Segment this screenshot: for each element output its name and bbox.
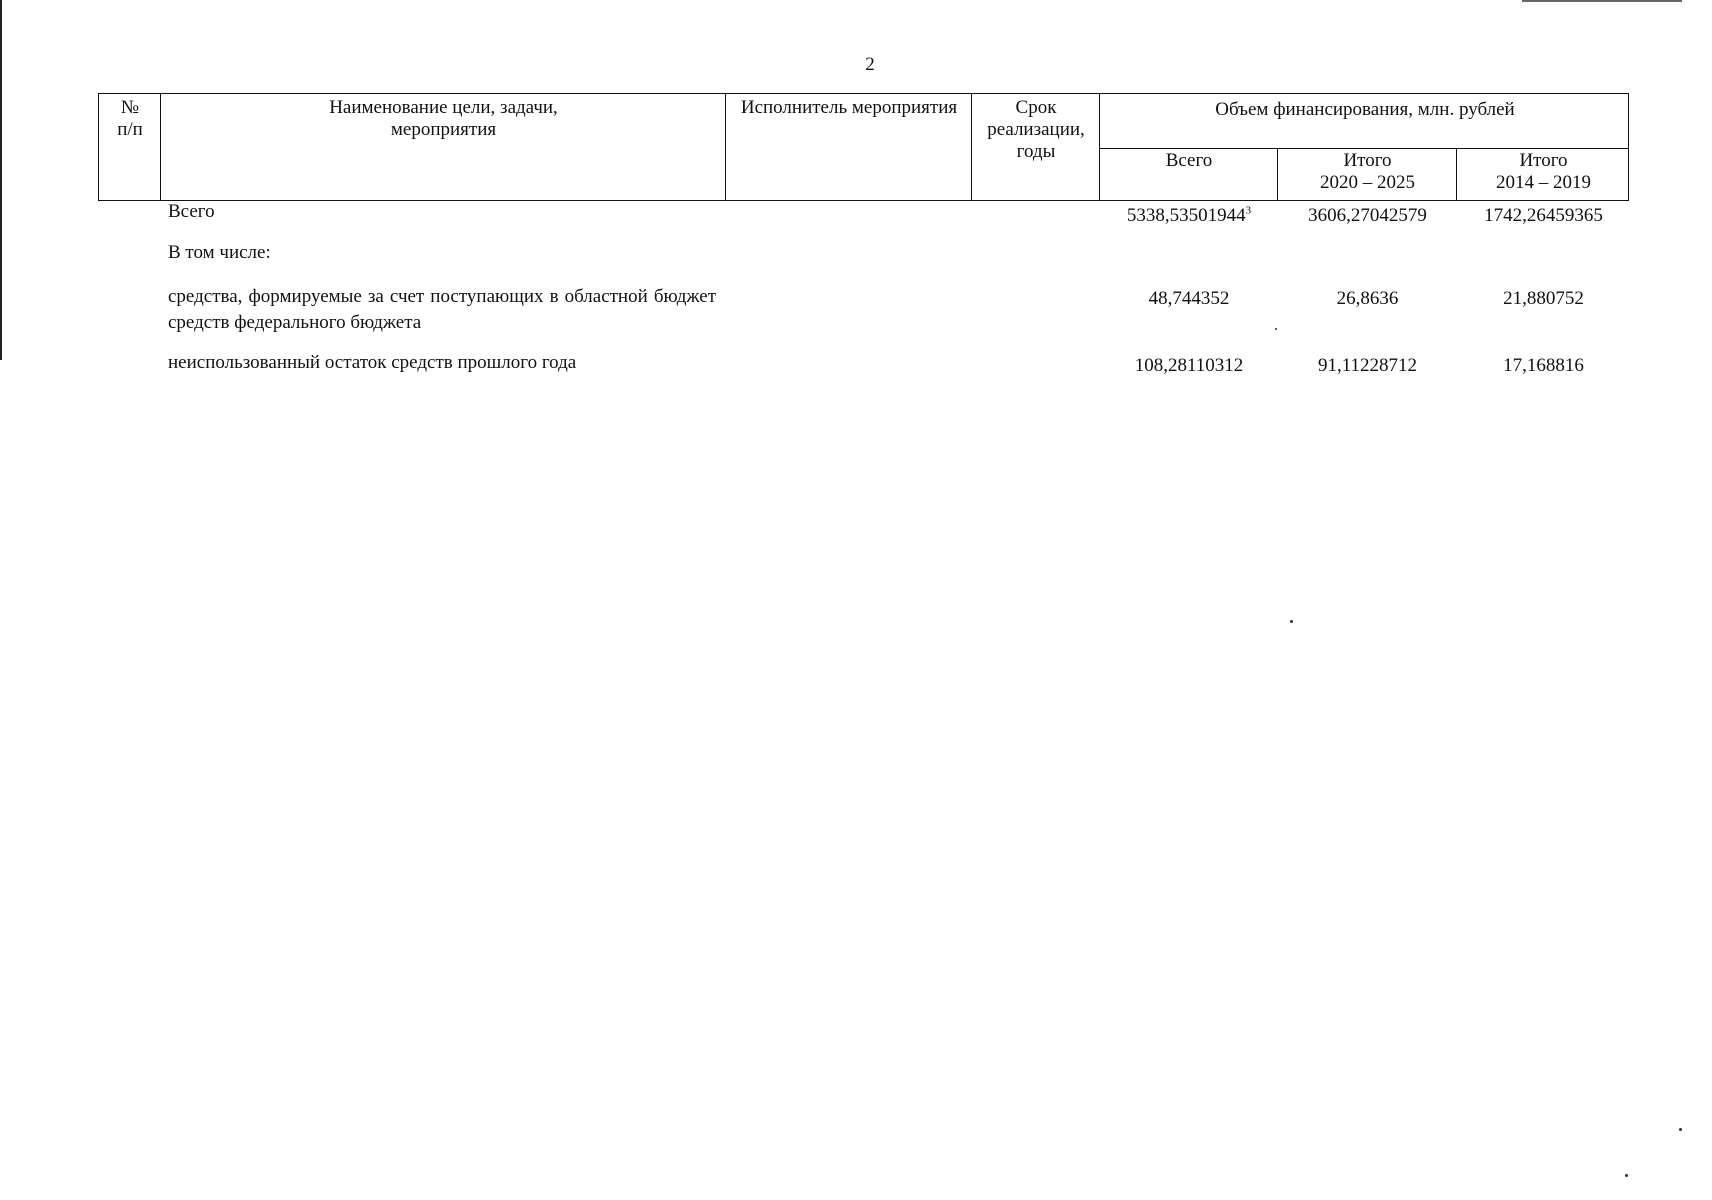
footnote-marker: 3 (1245, 204, 1252, 217)
header-total: Всего (1165, 150, 1213, 171)
header-total-2020-2025: Итого 2020 – 2025 (1320, 150, 1415, 193)
row-unused-2014-2019: 17,168816 (1503, 355, 1584, 376)
page-number: 2 (865, 54, 875, 75)
header-total-2014-2019: Итого 2014 – 2019 (1496, 150, 1591, 193)
header-divider (725, 93, 726, 201)
header-divider (1099, 93, 1100, 201)
row-federal-2020-2025: 26,8636 (1336, 288, 1399, 309)
scan-speck (1290, 620, 1293, 623)
header-no: № п/п (117, 97, 143, 140)
header-divider (971, 93, 972, 201)
row-label-unused-balance: неиспользованный остаток средств прошлого года (168, 352, 577, 373)
row-unused-total: 108,28110312 (1134, 355, 1244, 376)
row-total-value: 5338,53501944$^3$ (1126, 204, 1252, 226)
row-label-federal-funds: средства, формируемые за счет поступающих в областной бюджет средств федерального бюджета (168, 286, 716, 333)
scan-speck (1679, 1128, 1682, 1131)
header-term: Срок реализации, годы (987, 97, 1085, 162)
header-executor: Исполнитель мероприятия (740, 97, 958, 118)
row-federal-total: 48,744352 (1148, 288, 1230, 309)
header-name: Наименование цели, задачи, мероприятия (329, 97, 558, 140)
scan-edge-left (0, 0, 2, 360)
scan-edge-top (1522, 0, 1682, 2)
header-divider (160, 93, 161, 201)
header-funding-group: Объем финансирования, млн. рублей (1215, 99, 1515, 120)
header-divider (1277, 148, 1278, 201)
row-label-including: В том числе: (168, 242, 271, 263)
row-label-total: Всего (168, 201, 215, 222)
row-total-2020-2025: 3606,27042579 (1308, 205, 1427, 226)
header-divider (1099, 148, 1629, 149)
row-total-2014-2019: 1742,26459365 (1484, 205, 1603, 226)
header-divider (1456, 148, 1457, 201)
scan-speck (1275, 328, 1277, 330)
scan-speck (1625, 1174, 1628, 1177)
row-unused-2020-2025: 91,11228712 (1317, 355, 1418, 376)
row-federal-2014-2019: 21,880752 (1503, 288, 1584, 309)
